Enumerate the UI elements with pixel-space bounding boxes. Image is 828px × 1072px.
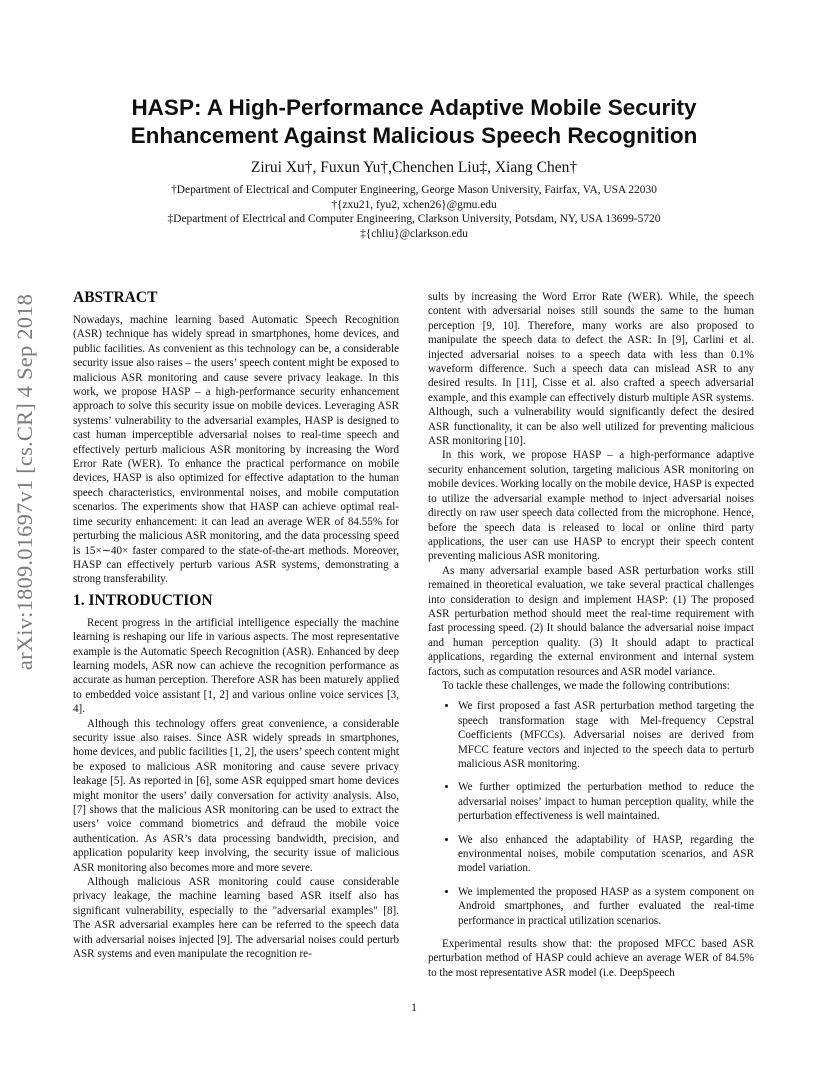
right-paragraph-1: sults by increasing the Word Error Rate (WER). While, the speech content with adversarial noises still sounds the same to the human perception [9, 10]. Therefore, many works are also proposed to manipulate the speech data to defect the ASR: In [9], Carlini et al. injected adversarial noises to a speech data with less than 0.1% waveform difference. Such a speech data can mislead ASR to any desired results. In [11], Cisse et al. also crafted a speech adversarial example, and this example can effectively disturb multiple ASR systems. Although, such a vulnerability would significantly defect the desired ASR functionality, it can be also well utilized for preventing malicious ASR monitoring [10].	[428, 291, 754, 448]
right-paragraph-3: As many adversarial example based ASR perturbation works still remained in theoretical evaluation, we take several practical challenges into consideration to design and implement HASP: (1) The proposed ASR perturbation method should meet the real-time requirement with fast processing speed. (2) It should balance the adversarial noise impact and human perception quality. (3) It should adapt to practical applications, regarding the external environment and internal system factors, such as computation resources and ASR model variance.	[428, 564, 754, 678]
paper-title	[60, 94, 768, 150]
contribution-list	[428, 699, 754, 928]
contribution-item-4: • We implemented the proposed HASP as a system component on Android smartphones, and further evaluated the real-time performance in practical utilization scenarios.	[458, 885, 754, 928]
abstract-heading: ABSTRACT	[73, 289, 158, 306]
introduction-heading: 1. INTRODUCTION	[73, 591, 213, 609]
right-paragraph-2: In this work, we propose HASP – a high-performance adaptive security enhancement solution, targeting malicious ASR monitoring on mobile devices. Working locally on the mobile device, HASP is expected to utilize the adversarial example method to inject adversarial noises directly on raw user speech data collected from the microphone. Hence, before the speech data is released to local or online third party applications, the user can use HASP to encrypt their speech content preventing malicious ASR monitoring.	[428, 449, 754, 563]
contribution-item-1: • We first proposed a fast ASR perturbation method targeting the speech transformation stage with Mel-frequency Cepstral Coefficients (MFCCs). Adversarial noises are derived from MFCC feature vectors and injected to the speech data to perturb malicious ASR monitoring.	[458, 699, 754, 771]
arxiv-watermark	[8, 292, 42, 672]
page-number: 1	[411, 1002, 417, 1014]
contribution-item-2: • We further optimized the perturbation method to reduce the adversarial noises’ impact to human perception quality, while the perturbation effectiveness is well maintained.	[458, 780, 754, 823]
email-2: ‡{chliu}@clarkson.edu	[360, 227, 468, 240]
closing-paragraph: Experimental results show that: the proposed MFCC based ASR perturbation method of HASP could achieve an average WER of 84.5% to the most representative ASR model (i.e. DeepSpeech	[428, 938, 754, 979]
abstract-text: Nowadays, machine learning based Automatic Speech Recognition (ASR) technique has widely spread in smartphones, home devices, and public facilities. As convenient as this technology can be, a considerable security issue also raises – the users’ speech content might be exposed to malicious ASR monitoring and cause severe privacy leakage. In this work, we propose HASP – a high-performance security enhancement approach to solve this security issue on mobile devices. Leveraging ASR systems’ vulnerability to the adversarial examples, HASP is designed to cast human imperceptible adversarial noises to real-time speech and effectively perturb malicious ASR monitoring by increasing the Word Error Rate (WER). To enhance the practical performance on mobile devices, HASP is also optimized for effective adaptation to the human speech characteristics, environmental noises, and mobile computation scenarios. The experiments show that HASP can achieve optimal real-time security enhancement: it can lead an average WER of 84.55% for perturbing the malicious ASR monitoring, and the data processing speed is 15×∼40× faster compared to the state-of-the-art methods. Moreover, HASP can effectively perturb various ASR systems, demonstrating a strong transferability.	[73, 314, 399, 586]
arxiv-id: arXiv:1809.01697v1 [cs.CR] 4 Sep 2018	[12, 293, 37, 671]
affiliation-2: ‡Department of Electrical and Computer Engineering, Clarkson University, Potsdam, NY, USA 13699-5720	[167, 213, 661, 226]
left-column	[73, 289, 399, 961]
author-list: Zirui Xu†, Fuxun Yu†,Chenchen Liu‡, Xiang Chen†	[250, 159, 578, 176]
intro-paragraph-2: Although this technology offers great convenience, a considerable security issue also raises. Since ASR widely spreads in smartphones, home devices, and public facilities [1, 2], the users’ speech content might be exposed to malicious ASR monitoring and cause severe privacy leakage [5]. As reported in [6], some ASR equipped smart home devices might monitor the users’ daily conversation for activity analysis. Also, [7] shows that the malicious ASR monitoring can be used to extract the users’ voice command biometrics and defraud the mobile voice authentication. As ASR’s data processing bandwidth, precision, and application popularity keep involving, the security issue of malicious ASR monitoring also becomes more and more severe.	[73, 717, 399, 874]
email-1: †{zxu21, fyu2, xchen26}@gmu.edu	[331, 198, 497, 211]
affiliations	[60, 183, 768, 241]
title-line-1: HASP: A High-Performance Adaptive Mobile Security	[131, 95, 697, 120]
right-paragraph-4: To tackle these challenges, we made the following contributions:	[442, 679, 730, 692]
right-column	[428, 290, 754, 980]
intro-paragraph-1: Recent progress in the artificial intelligence especially the machine learning is reshaping our life in various aspects. The most representative example is the Automatic Speech Recognition (ASR). Enhanced by deep learning models, ASR now can achieve the recognition performance as accurate as human perception. Therefore ASR has been maturely applied to embedded voice assistant [1, 2] and various online voice services [3, 4].	[73, 616, 399, 716]
intro-paragraph-3: Although malicious ASR monitoring could cause considerable privacy leakage, the machine learning based ASR itself also has significant vulnerability, especially to the "adversarial examples" [8]. The ASR adversarial examples here can be referred to the speech data with adversarial noises injected [9]. The adversarial noises could perturb ASR systems and even manipulate the recognition re-	[73, 876, 399, 961]
title-line-2: Enhancement Against Malicious Speech Recognition	[130, 123, 698, 148]
affiliation-1: †Department of Electrical and Computer Engineering, George Mason University, Fairfax, VA, USA 22030	[171, 184, 657, 196]
contribution-item-3: • We also enhanced the adaptability of HASP, regarding the environmental noises, mobile computation scenarios, and ASR model variation.	[458, 833, 754, 876]
